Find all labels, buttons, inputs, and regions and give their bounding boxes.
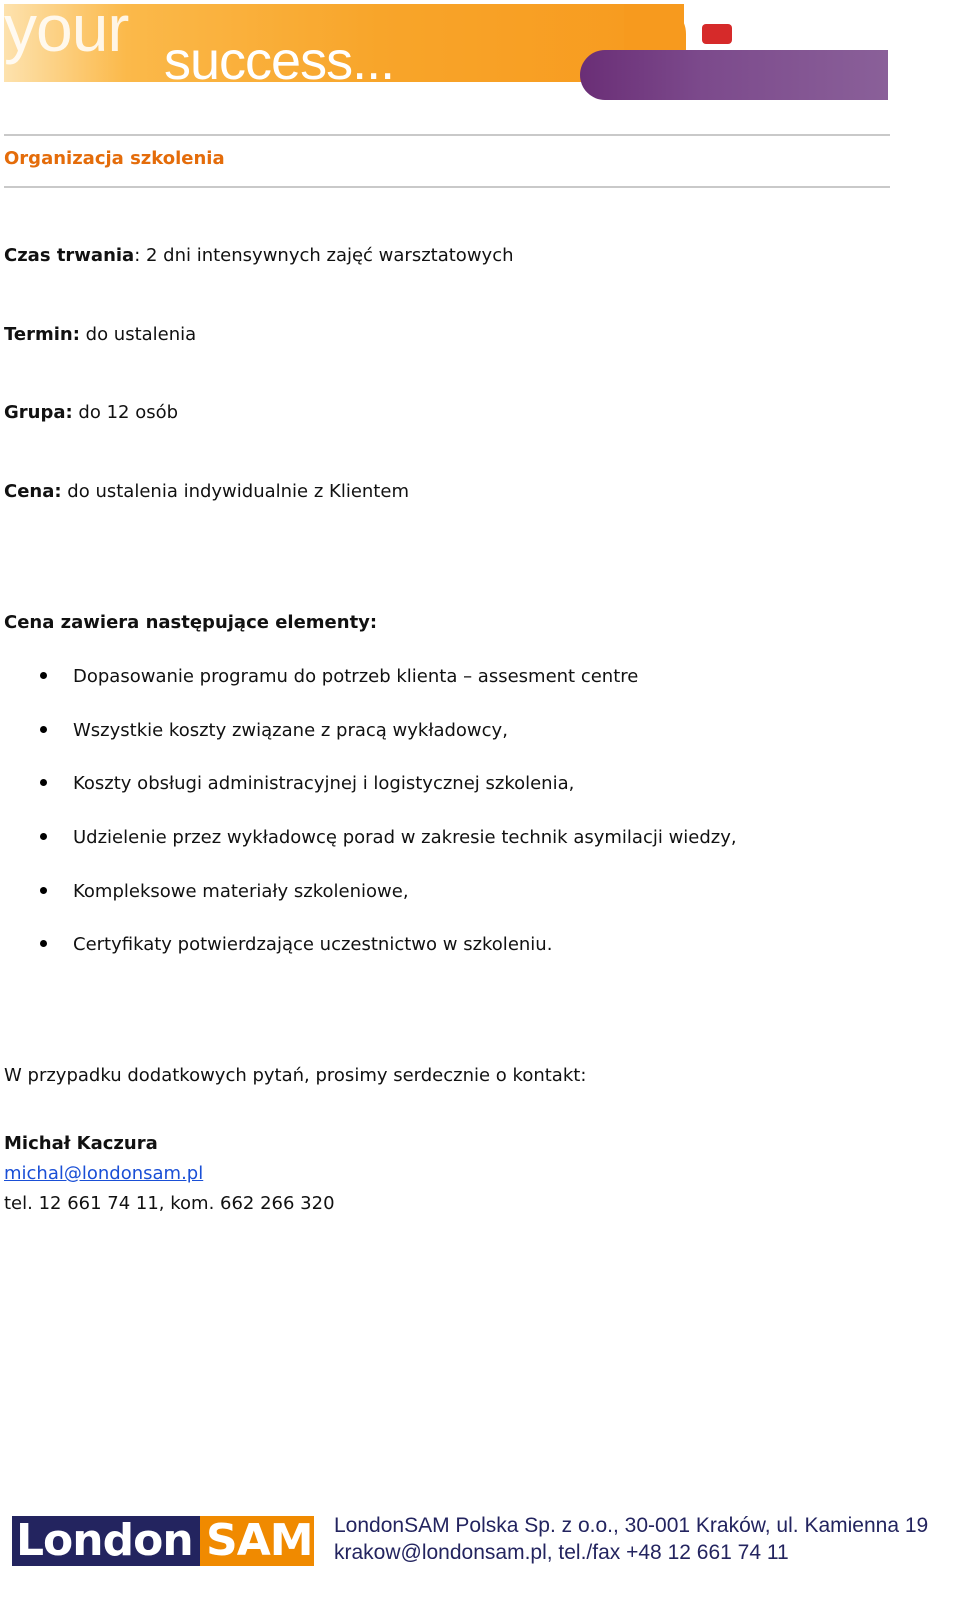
group-value: do 12 osób <box>72 402 179 423</box>
footer-contact: krakow@londonsam.pl, tel./fax +48 12 661 74 11 <box>334 1541 789 1564</box>
duration-value: : 2 dni intensywnych zajęć warsztatowych <box>134 245 514 266</box>
bottom-rule <box>4 186 890 188</box>
list-item-text: Kompleksowe materiały szkoleniowe, <box>73 881 409 902</box>
contact-email-line <box>4 1163 203 1184</box>
list-item-text: Wszystkie koszty związane z pracą wykładowcy, <box>73 720 508 741</box>
banner-word-success: success... <box>164 31 395 91</box>
price-value: do ustalenia indywidualnie z Klientem <box>61 481 409 502</box>
top-rule <box>4 134 890 136</box>
list-item <box>40 934 552 955</box>
list-item-text: Dopasowanie programu do potrzeb klienta – assesment centre <box>73 666 639 687</box>
bullet-icon <box>40 940 47 947</box>
footer-logo-sam: SAM <box>206 1515 313 1566</box>
group-label: Grupa: <box>4 402 73 423</box>
includes-heading-text: Cena zawiera następujące elementy: <box>4 612 378 633</box>
contact-intro: W przypadku dodatkowych pytań, prosimy serdecznie o kontakt: <box>4 1065 587 1086</box>
list-item-text: Koszty obsługi administracyjnej i logistycznej szkolenia, <box>73 773 575 794</box>
banner-purple-bar <box>580 50 888 100</box>
contact-name: Michał Kaczura <box>4 1133 158 1154</box>
banner-word-your: your <box>4 0 129 65</box>
term-line <box>4 324 196 345</box>
contact-phone: tel. 12 661 74 11, kom. 662 266 320 <box>4 1193 335 1214</box>
group-line <box>4 402 178 423</box>
term-label: Termin: <box>4 324 80 345</box>
list-item <box>40 827 737 848</box>
includes-heading <box>4 612 377 633</box>
banner-red-square <box>702 24 732 44</box>
list-item <box>40 773 574 794</box>
list-item-text: Udzielenie przez wykładowcę porad w zakresie technik asymilacji wiedzy, <box>73 827 737 848</box>
bullet-icon <box>40 887 47 894</box>
section-title: Organizacja szkolenia <box>4 148 225 169</box>
bullet-icon <box>40 833 47 840</box>
bullet-icon <box>40 726 47 733</box>
list-item <box>40 881 409 902</box>
bullet-icon <box>40 672 47 679</box>
footer-logo-london: London <box>16 1515 193 1566</box>
list-item-text: Certyfikaty potwierdzające uczestnictwo w szkoleniu. <box>73 934 553 955</box>
price-label: Cena: <box>4 481 62 502</box>
list-item <box>40 720 508 741</box>
footer-address: LondonSAM Polska Sp. z o.o., 30-001 Kraków, ul. Kamienna 19 <box>334 1514 929 1537</box>
term-value: do ustalenia <box>79 324 197 345</box>
header-banner <box>4 0 888 100</box>
bullet-icon <box>40 779 47 786</box>
list-item <box>40 666 638 687</box>
contact-email-link[interactable]: michal@londonsam.pl <box>4 1163 204 1184</box>
duration-line <box>4 245 514 266</box>
price-line <box>4 481 409 502</box>
duration-label: Czas trwania <box>4 245 135 266</box>
